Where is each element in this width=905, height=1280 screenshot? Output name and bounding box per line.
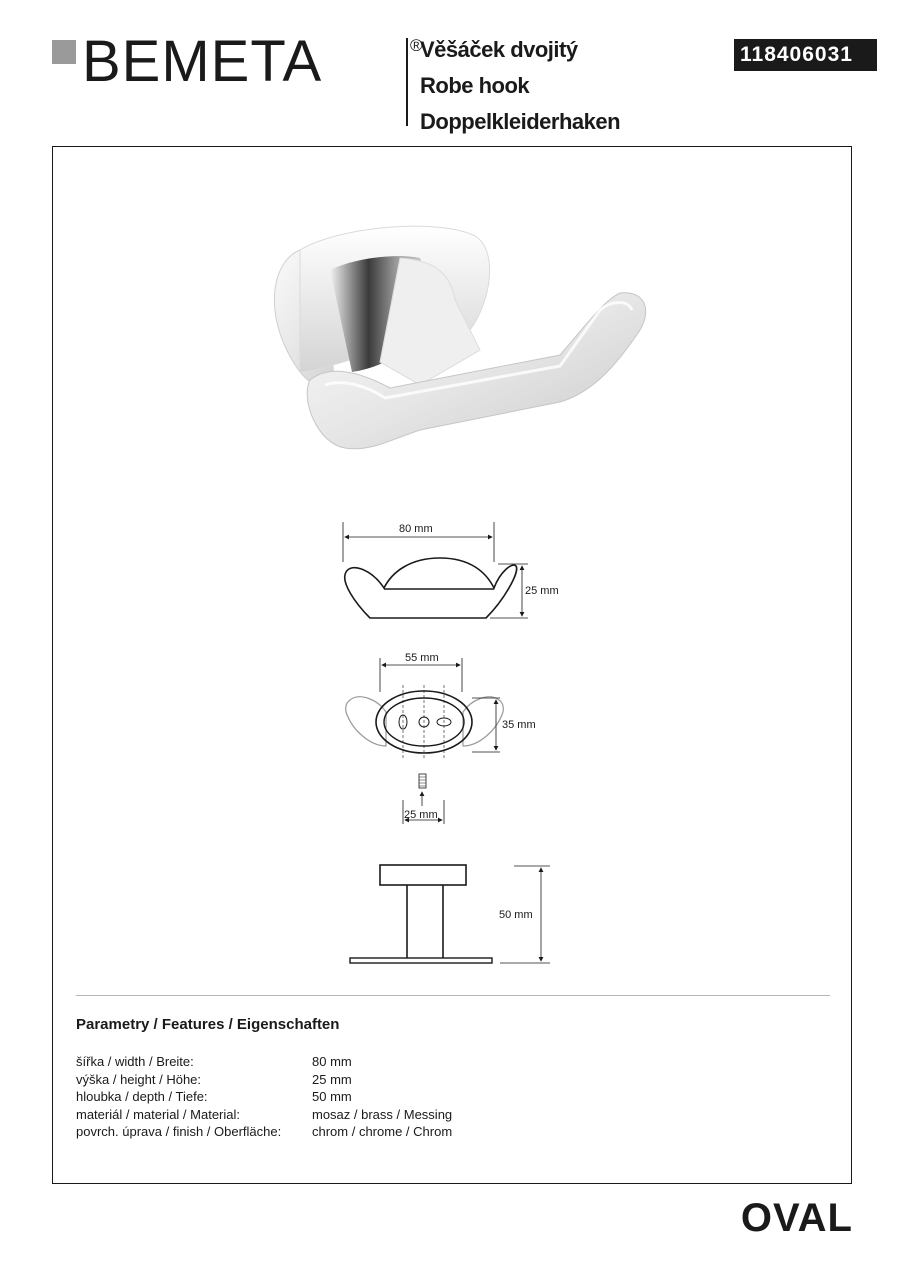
features-table (76, 1053, 452, 1141)
feature-row-material (76, 1106, 452, 1124)
feature-label: materiál / material / Material: (76, 1106, 240, 1122)
series-name: OVAL (740, 1196, 853, 1240)
dim-depth: 50 mm (499, 909, 533, 921)
front-view-drawing (343, 522, 528, 618)
product-code: 118406031 (734, 39, 877, 71)
feature-label: šířka / width / Breite: (76, 1054, 194, 1069)
feature-value: 25 mm (312, 1071, 352, 1087)
features-divider (76, 995, 830, 996)
feature-label: výška / height / Höhe: (76, 1071, 202, 1087)
title-english: Robe hook (420, 73, 530, 98)
feature-value: chrom / chrome / Chrom (312, 1124, 453, 1139)
feature-row-width (76, 1053, 452, 1071)
dim-screw-spacing: 25 mm (404, 809, 438, 821)
feature-row-depth (76, 1088, 452, 1106)
feature-label: povrch. úprava / finish / Oberfläche: (76, 1124, 282, 1139)
product-photo (274, 226, 645, 449)
title-czech: Věšáček dvojitý (420, 37, 578, 62)
feature-value: 80 mm (312, 1054, 352, 1069)
feature-row-finish (76, 1123, 452, 1141)
dim-front-height: 25 mm (525, 585, 559, 597)
feature-value: mosaz / brass / Messing (312, 1106, 453, 1122)
dim-mount-width: 55 mm (405, 652, 439, 664)
feature-value: 50 mm (312, 1089, 352, 1104)
logo-wordmark: BEMETA (82, 29, 323, 94)
features-title: Parametry / Features / Eigenschaften (76, 1016, 340, 1033)
feature-label: hloubka / depth / Tiefe: (76, 1089, 208, 1104)
dim-front-width: 80 mm (399, 523, 433, 535)
registered-mark: ® (410, 36, 423, 55)
dim-mount-height: 35 mm (502, 719, 536, 731)
mount-view-drawing (346, 658, 504, 824)
title-german: Doppelkleiderhaken (420, 109, 621, 134)
feature-row-height (76, 1071, 452, 1089)
